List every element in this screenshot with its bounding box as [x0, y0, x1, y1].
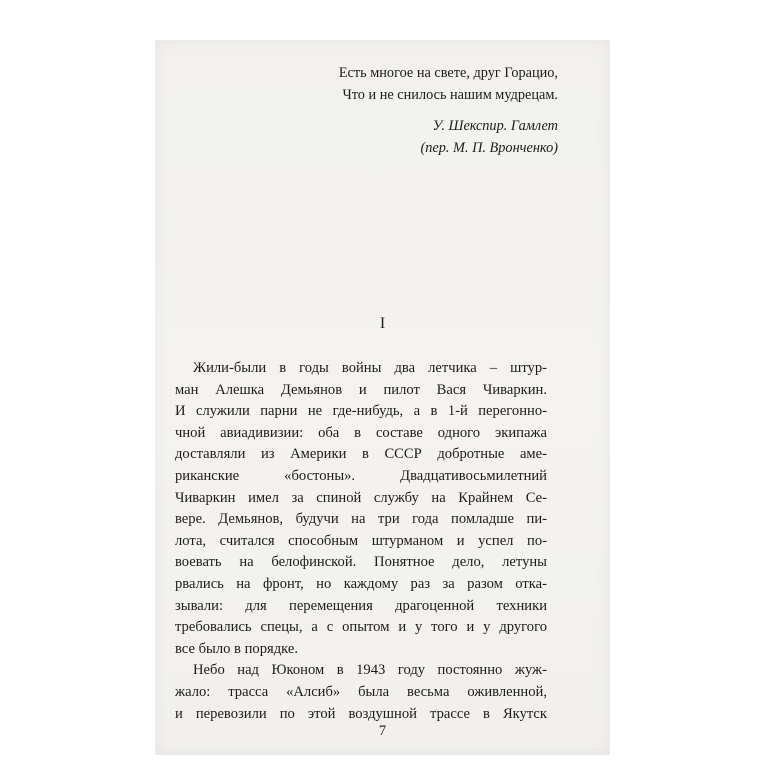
epigraph-translator: (пер. М. П. Вронченко): [420, 140, 558, 156]
text-line: требовались спецы, а с опытом и у того и у другого: [175, 619, 547, 636]
text-line: жало: трасса «Алсиб» была весьма оживленной,: [175, 683, 547, 700]
text-line: Чиваркин имел за спиной службу на Крайнем Се-: [175, 489, 547, 506]
text-line: и перевозили по этой воздушной трассе в Якутск: [175, 705, 547, 722]
text-line: Жили-были в годы войны два летчика – штур-: [193, 360, 547, 376]
text-line: все было в порядке.: [175, 640, 298, 657]
text-line: лота, считался способным штурманом и успел по-: [175, 532, 547, 549]
text-line: ман Алешка Демьянов и пилот Вася Чиваркин.: [175, 381, 547, 398]
paragraph-1: [175, 358, 547, 660]
text-line: И служили парни не где-нибудь, а в 1-й перегонно-: [175, 403, 547, 420]
text-line: доставляли из Америки в СССР добротные аме-: [175, 446, 547, 463]
text-line: рвались на фронт, но каждому раз за разом отка-: [175, 575, 547, 592]
epigraph-line: Что и не снилось нашим мудрецам.: [342, 87, 558, 103]
text-line: воевать на белофинской. Понятное дело, летуны: [175, 554, 547, 571]
book-page: [155, 40, 610, 755]
text-line: чной авиадивизии: оба в составе одного экипажа: [175, 424, 547, 441]
page-number: 7: [378, 723, 387, 739]
text-line: риканские «бостоны». Двадцативосьмилетний: [175, 467, 547, 484]
paragraph-2: [175, 660, 547, 725]
text-line: вере. Демьянов, будучи на три года помладше пи-: [175, 511, 547, 528]
body-text: [175, 358, 547, 725]
chapter-number: I: [379, 315, 386, 332]
epigraph-author: У. Шекспир. Гамлет: [432, 118, 558, 134]
epigraph: [339, 62, 558, 159]
epigraph-attribution: [339, 115, 558, 159]
epigraph-line: Есть многое на свете, друг Горацио,: [338, 65, 558, 81]
text-line: зывали: для перемещения драгоценной техники: [175, 597, 547, 614]
text-line: Небо над Юконом в 1943 году постоянно жуж-: [193, 662, 547, 679]
